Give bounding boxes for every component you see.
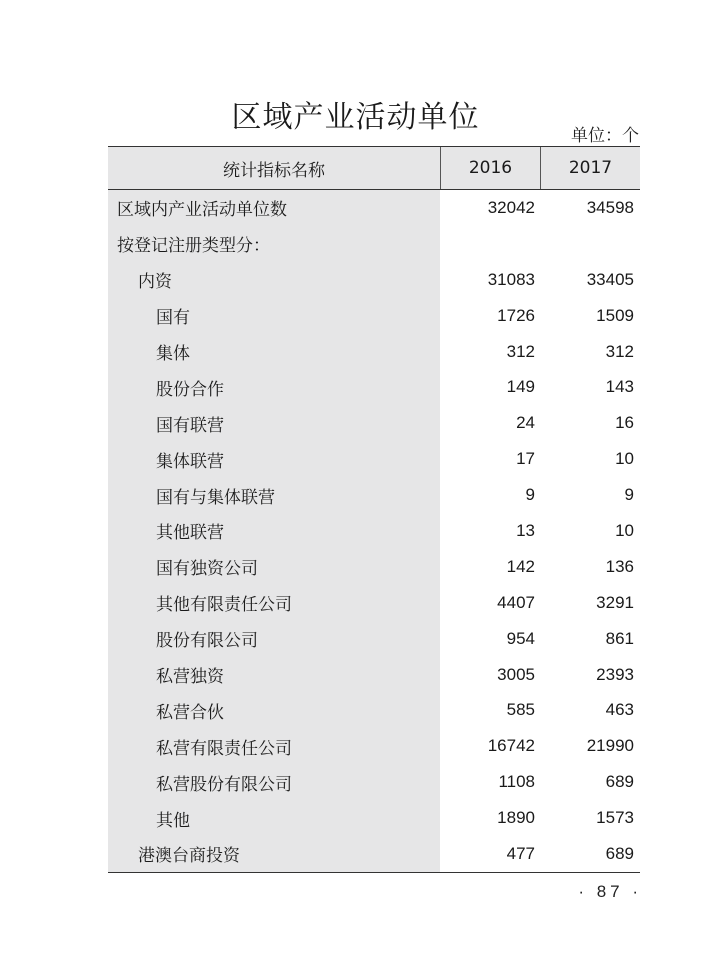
row-label: 国有独资公司	[156, 559, 258, 580]
value-2016: 312	[506, 341, 535, 361]
value-2017: 1573	[596, 808, 634, 828]
value-2016: 585	[506, 700, 535, 720]
page-title: 区域产业活动单位	[231, 100, 480, 135]
value-2016: 32042	[487, 197, 535, 217]
value-2017: 10	[615, 520, 634, 540]
value-2016: 24	[516, 413, 535, 433]
table-row	[108, 226, 640, 262]
value-2017: 1509	[596, 305, 634, 325]
table-row	[108, 262, 640, 298]
row-label: 区域内产业活动单位数	[117, 200, 287, 221]
value-2016: 477	[506, 843, 535, 863]
value-2016: 4407	[497, 592, 535, 612]
row-label: 内资	[138, 272, 172, 293]
row-label: 国有	[156, 308, 190, 329]
value-2017: 21990	[586, 736, 634, 756]
row-label: 国有与集体联营	[156, 487, 275, 508]
table-row	[108, 477, 640, 513]
table-row	[108, 657, 640, 693]
table-row	[108, 621, 640, 657]
value-2017: 463	[605, 700, 634, 720]
table-row	[108, 692, 640, 728]
table-row	[108, 298, 640, 334]
value-2017: 861	[605, 628, 634, 648]
table-header	[108, 146, 640, 190]
value-2016: 142	[506, 556, 535, 576]
table-row	[108, 369, 640, 405]
table-row	[108, 190, 640, 226]
row-label: 其他	[156, 810, 190, 831]
row-label: 港澳台商投资	[138, 846, 240, 867]
value-2016: 16742	[487, 736, 535, 756]
value-2016: 149	[506, 377, 535, 397]
statistics-table	[108, 146, 640, 873]
table-row	[108, 334, 640, 370]
value-2017: 2393	[596, 664, 634, 684]
value-2016: 1890	[497, 808, 535, 828]
value-2016: 1726	[497, 305, 535, 325]
value-2017: 9	[624, 485, 634, 505]
table-row	[108, 836, 640, 872]
value-2017: 16	[615, 413, 634, 433]
header-year-2016: 2016	[440, 147, 540, 189]
value-2016: 954	[506, 628, 535, 648]
value-2017: 689	[605, 843, 634, 863]
value-2017: 10	[615, 449, 634, 469]
row-label: 股份有限公司	[156, 631, 258, 652]
table-row	[108, 549, 640, 585]
row-label: 集体联营	[156, 451, 224, 472]
row-label: 私营合伙	[156, 702, 224, 723]
page-number: · 87 ·	[578, 882, 642, 901]
table-row	[108, 441, 640, 477]
unit-label: 单位：个	[571, 126, 639, 146]
table-body	[108, 190, 640, 873]
table-row	[108, 405, 640, 441]
row-label: 按登记注册类型分：	[117, 236, 270, 257]
header-year-2017: 2017	[540, 147, 640, 189]
row-label: 股份合作	[156, 379, 224, 400]
value-2017: 3291	[596, 592, 634, 612]
table-row	[108, 800, 640, 836]
value-2017: 33405	[586, 269, 634, 289]
row-label: 私营股份有限公司	[156, 774, 292, 795]
row-label: 其他有限责任公司	[156, 595, 292, 616]
value-2016: 3005	[497, 664, 535, 684]
value-2017: 34598	[586, 197, 634, 217]
value-2016: 9	[525, 485, 535, 505]
table-row	[108, 513, 640, 549]
row-label: 其他联营	[156, 523, 224, 544]
row-label: 国有联营	[156, 415, 224, 436]
value-2017: 136	[605, 556, 634, 576]
value-2016: 1108	[498, 772, 535, 792]
value-2016: 17	[516, 449, 535, 469]
table-row	[108, 728, 640, 764]
header-indicator-name: 统计指标名称	[223, 160, 325, 181]
value-2016: 13	[516, 520, 535, 540]
table-row	[108, 764, 640, 800]
row-label: 私营独资	[156, 667, 224, 688]
row-label: 集体	[156, 344, 190, 364]
row-label: 私营有限责任公司	[156, 738, 292, 759]
value-2016: 31083	[487, 269, 535, 289]
value-2017: 312	[605, 341, 634, 361]
table-row	[108, 585, 640, 621]
value-2017: 143	[605, 377, 634, 397]
value-2017: 689	[605, 772, 634, 792]
